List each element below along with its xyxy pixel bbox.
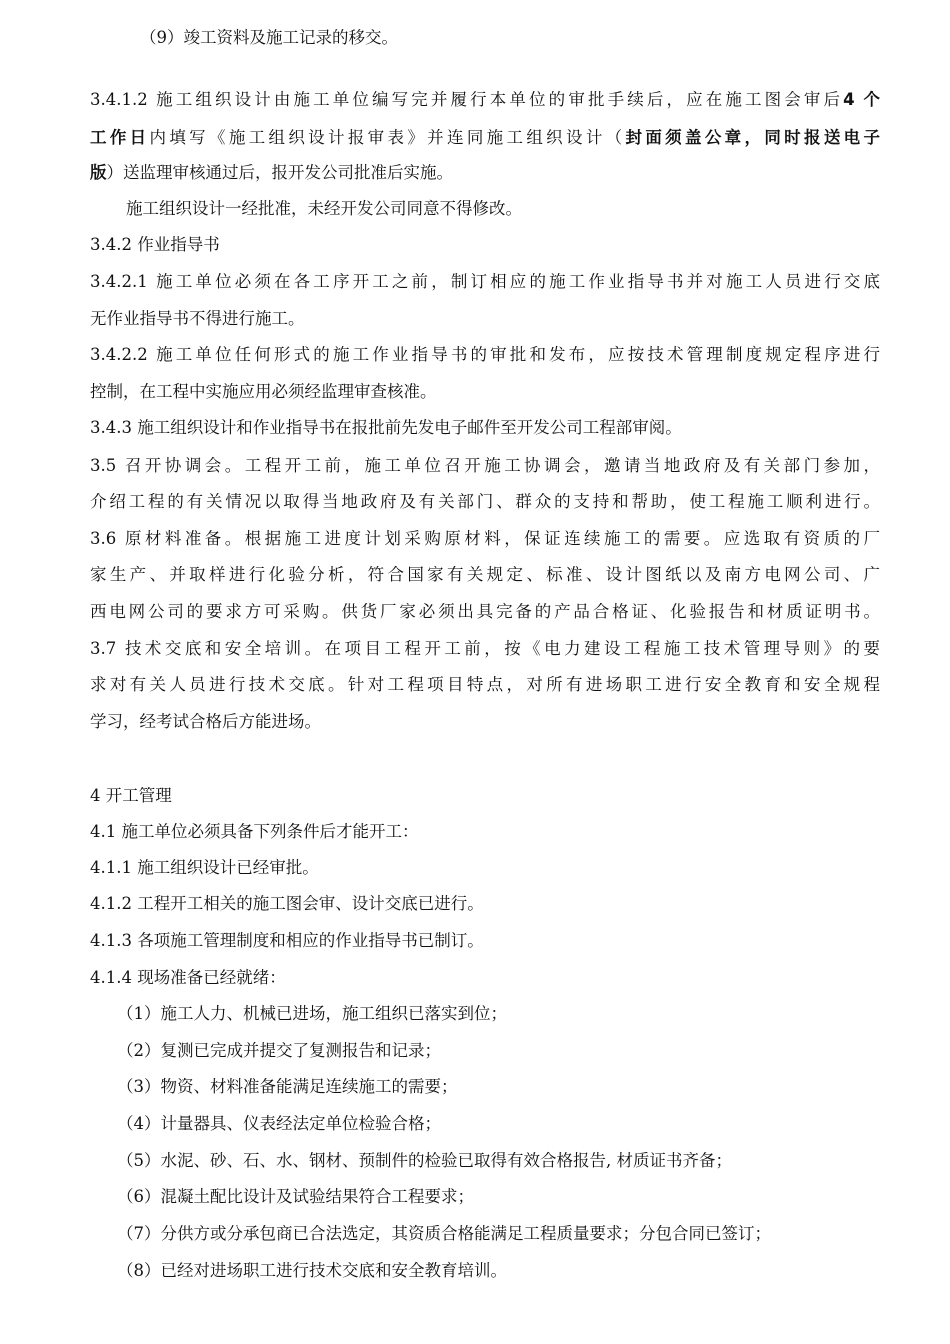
paragraph-line: 4.1.2 工程开工相关的施工图会审、设计交底已进行。 bbox=[90, 894, 484, 913]
bold-text: 工作日 bbox=[90, 128, 150, 147]
chapter-heading: 4 开工管理 bbox=[90, 786, 172, 805]
paragraph-line: 4.1.3 各项施工管理制度和相应的作业指导书已制订。 bbox=[90, 931, 484, 950]
paragraph-line: 4.1 施工单位必须具备下列条件后才能开工： bbox=[90, 822, 419, 841]
paragraph-line: 3.6 原材料准备。根据施工进度计划采购原材料，保证连续施工的需要。应选取有资质的厂 bbox=[90, 529, 880, 548]
paragraph-line bbox=[90, 161, 880, 185]
bold-text: 封面须盖公章，同时报送电子 bbox=[625, 128, 881, 147]
paragraph-line: 施工组织设计一经批准，未经开发公司同意不得修改。 bbox=[126, 199, 522, 218]
bold-text: 版 bbox=[90, 163, 107, 182]
paragraph-line: 西电网公司的要求方可采购。供货厂家必须出具完备的产品合格证、化验报告和材质证明书。 bbox=[90, 602, 880, 621]
paragraph-line: 3.4.3 施工组织设计和作业指导书在报批前先发电子邮件至开发公司工程部审阅。 bbox=[90, 418, 682, 437]
paragraph-line bbox=[90, 126, 880, 150]
list-item: （6）混凝土配比设计及试验结果符合工程要求； bbox=[117, 1187, 474, 1206]
list-item: （1）施工人力、机械已进场，施工组织已落实到位； bbox=[117, 1004, 507, 1023]
paragraph-line: 3.4.2.2 施工单位任何形式的施工作业指导书的审批和发布，应按技术管理制度规定程序进行 bbox=[90, 345, 880, 364]
paragraph-line: 4.1.1 施工组织设计已经审批。 bbox=[90, 858, 319, 877]
list-item: （2）复测已完成并提交了复测报告和记录； bbox=[117, 1041, 441, 1060]
paragraph-line: （9）竣工资料及施工记录的移交。 bbox=[140, 28, 398, 47]
list-item: （5）水泥、砂、石、水、钢材、预制件的检验已取得有效合格报告, 材质证书齐备； bbox=[117, 1151, 732, 1170]
paragraph-line: 控制，在工程中实施应用必须经监理审查核准。 bbox=[90, 382, 437, 401]
paragraph-line: 家生产、并取样进行化验分析，符合国家有关规定、标准、设计图纸以及南方电网公司、广 bbox=[90, 565, 880, 584]
list-item: （3）物资、材料准备能满足连续施工的需要； bbox=[117, 1077, 458, 1096]
text-run: ）送监理审核通过后，报开发公司批准后实施。 bbox=[106, 163, 453, 182]
paragraph-line: 4.1.4 现场准备已经就绪： bbox=[90, 968, 286, 987]
paragraph-line bbox=[90, 88, 880, 112]
list-item: （8）已经对进场职工进行技术交底和安全教育培训。 bbox=[117, 1261, 507, 1280]
paragraph-line: 求对有关人员进行技术交底。针对工程项目特点，对所有进场职工进行安全教育和安全规程 bbox=[90, 675, 880, 694]
paragraph-line: 3.4.2.1 施工单位必须在各工序开工之前，制订相应的施工作业指导书并对施工人员进行交底 bbox=[90, 272, 880, 291]
list-item: （7）分供方或分承包商已合法选定，其资质合格能满足工程质量要求；分包合同已签订； bbox=[117, 1224, 771, 1243]
paragraph-line: 3.7 技术交底和安全培训。在项目工程开工前，按《电力建设工程施工技术管理导则》的要 bbox=[90, 639, 880, 658]
bold-text: 4 个 bbox=[843, 90, 880, 109]
section-heading: 3.4.2 作业指导书 bbox=[90, 235, 220, 254]
paragraph-line: 3.5 召开协调会。工程开工前，施工单位召开施工协调会，邀请当地政府及有关部门参加， bbox=[90, 456, 880, 475]
paragraph-line: 无作业指导书不得进行施工。 bbox=[90, 309, 305, 328]
paragraph-line: 介绍工程的有关情况以取得当地政府及有关部门、群众的支持和帮助，使工程施工顺利进行。 bbox=[90, 492, 880, 511]
text-run: 3.4.1.2 施工组织设计由施工单位编写完并履行本单位的审批手续后，应在施工图会审后 bbox=[90, 90, 844, 109]
text-run: 内填写《施工组织设计报审表》并连同施工组织设计（ bbox=[149, 128, 626, 147]
list-item: （4）计量器具、仪表经法定单位检验合格； bbox=[117, 1114, 441, 1133]
paragraph-line: 学习，经考试合格后方能进场。 bbox=[90, 712, 321, 731]
